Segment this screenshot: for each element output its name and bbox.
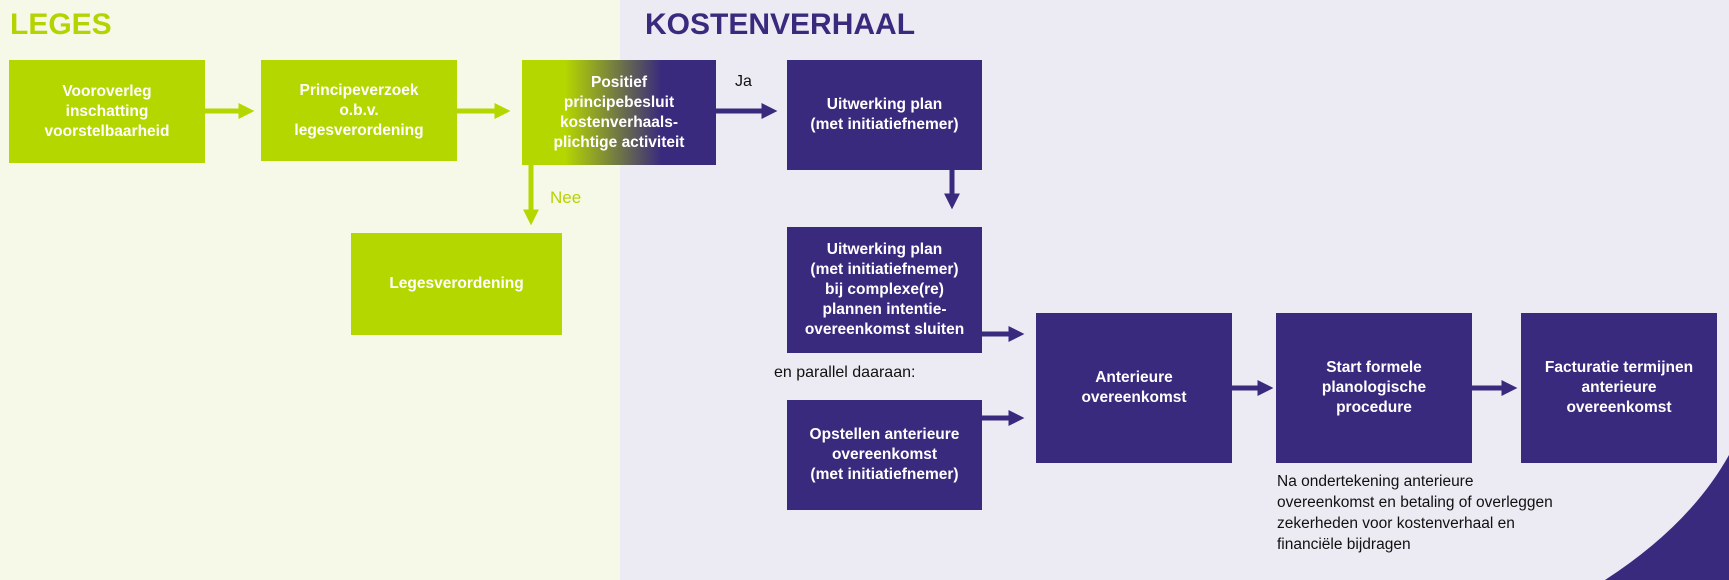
note-ondertekening: Na ondertekening anterieure overeenkomst en betaling of overleggen zekerheden voor kostenverhaal en financiële bijdragen — [1277, 473, 1553, 553]
box-principeverzoek: Principeverzoek o.b.v. legesverordening — [261, 60, 457, 161]
box-positief-principebesluit: Positief principebesluit kostenverhaals- plichtige activiteit — [522, 60, 716, 165]
box-uitwerking-complex: Uitwerking plan (met initiatiefnemer) bij complexe(re) plannen intentie- overeenkomst sluiten — [787, 227, 982, 353]
box-opstellen-anterieure: Opstellen anterieure overeenkomst (met initiatiefnemer) — [787, 400, 982, 510]
box-vooroverleg: Vooroverleg inschatting voorstelbaarheid — [9, 60, 205, 163]
box-anterieure-overeenkomst: Anterieure overeenkomst — [1036, 313, 1232, 463]
box-legesverordening: Legesverordening — [351, 233, 562, 335]
box-start-procedure: Start formele planologische procedure — [1276, 313, 1472, 463]
decorative-arc — [1605, 455, 1729, 580]
box-facturatie: Facturatie termijnen anterieure overeenkomst — [1521, 313, 1717, 463]
kostenverhaal-heading: KOSTENVERHAAL — [645, 8, 916, 41]
label-ja: Ja — [735, 73, 752, 90]
box-uitwerking-plan: Uitwerking plan (met initiatiefnemer) — [787, 60, 982, 170]
label-nee: Nee — [550, 188, 582, 207]
leges-heading: LEGES — [10, 8, 112, 41]
label-parallel: en parallel daaraan: — [774, 364, 916, 381]
